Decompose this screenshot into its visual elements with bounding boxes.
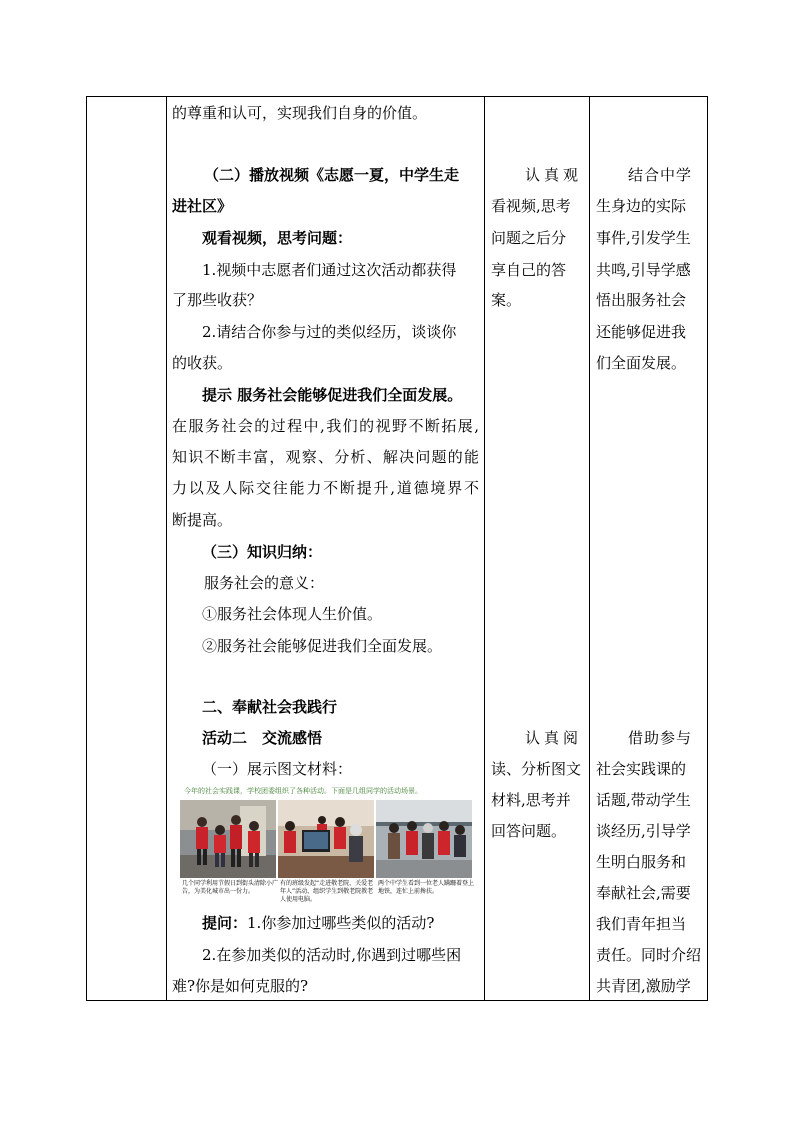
question-2-cont: 的收获。 [172, 354, 233, 372]
text-line: 认真阅 [525, 729, 583, 747]
question-1-cont: 了那些收获？ [172, 291, 263, 309]
photo-caption: 有的班级发起“走进敬老院，关爱老年人”活动，组织学生到敬老院教老人使用电脑。 [280, 880, 374, 903]
text-line: 话题,带动学生 [596, 791, 691, 809]
paragraph-line: 断提高。 [172, 511, 233, 529]
ask-question-2: 2.在参加类似的活动时,你遇到过哪些困 [202, 946, 462, 964]
materials-heading: （一）展示图文材料： [202, 760, 353, 778]
summary-line: ①服务社会体现人生价值。 [202, 605, 383, 623]
summary-line: ②服务社会能够促进我们全面发展。 [202, 637, 443, 655]
question-1: 1.视频中志愿者们通过这次活动都获得 [202, 261, 457, 279]
video-heading: （二）播放视频《志愿一夏，中学生走 [204, 166, 460, 184]
text-line: 我们青年担当 [596, 915, 687, 933]
section-heading: 二、奉献社会我践行 [202, 698, 338, 716]
text-line: 共鸣,引导学感 [596, 261, 691, 279]
text-line: 还能够促进我 [596, 323, 687, 341]
text-line: 材料,思考并 [491, 791, 571, 809]
photo-caption: 两个中学生看到一位老人蹒跚着登上地铁，连忙上前搀扶。 [378, 880, 475, 895]
text-line: 借助参与 [628, 729, 693, 747]
text-line: 谈经历,引导学 [596, 822, 691, 840]
ask-label: 提问： [202, 914, 248, 932]
text-line: 责任。同时介绍 [596, 946, 702, 964]
text-line: 读、分析图文 [491, 760, 582, 778]
hint-text: 服务社会能够促进我们全面发展。 [237, 386, 463, 404]
photo-street-cleanup [180, 800, 276, 878]
paragraph-line: 在服务社会的过程中,我们的视野不断拓展, [172, 417, 479, 435]
photo-subway-help [376, 800, 472, 878]
student-activity-column [485, 97, 589, 1000]
paragraph-line: 力以及人际交往能力不断提升,道德境界不 [172, 479, 479, 497]
ask-question-1: 1.你参加过哪些类似的活动? [247, 914, 435, 932]
photo-title: 今年的社会实践课，学校团委组织了各种活动。下面是几组同学的活动场景。 [184, 787, 422, 795]
text-line: 们全面发展。 [596, 354, 687, 372]
text-line: 事件,引发学生 [596, 229, 691, 247]
text-line: 悟出服务社会 [596, 291, 687, 309]
summary-heading: （三）知识归纳： [202, 543, 323, 561]
hint-line [172, 385, 479, 405]
text-line: 案。 [491, 291, 522, 309]
text-line: 的尊重和认可，实现我们自身的价值。 [172, 104, 428, 122]
text-line: 回答问题。 [491, 822, 567, 840]
design-intent-column [590, 97, 708, 1000]
ask-line [172, 913, 479, 933]
text-line: 问题之后分 [491, 229, 567, 247]
video-heading-cont: 进社区》 [172, 197, 233, 215]
text-line: 生明白服务和 [596, 853, 687, 871]
activity-heading: 活动二 交流感悟 [202, 729, 323, 747]
photo-material [170, 786, 481, 906]
summary-line: 服务社会的意义： [204, 574, 325, 592]
segment-column [87, 97, 166, 1000]
photo-nursing-home [278, 800, 374, 878]
text-line: 享自己的答 [491, 261, 567, 279]
ask-question-2-cont: 难?你是如何克服的? [172, 977, 309, 995]
text-line: 社会实践课的 [596, 760, 687, 778]
watch-prompt: 观看视频，思考问题： [202, 229, 353, 247]
text-line: 生身边的实际 [596, 197, 687, 215]
text-line: 奉献社会,需要 [596, 884, 691, 902]
text-line: 结合中学 [628, 166, 693, 184]
question-2: 2.请结合你参与过的类似经历，谈谈你 [202, 323, 457, 341]
text-line: 认真观 [525, 166, 583, 184]
text-line: 看视频,思考 [491, 197, 571, 215]
text-line: 共青团,激励学 [596, 977, 691, 995]
paragraph-line: 知识不断丰富，观察、分析、解决问题的能 [172, 448, 479, 466]
photo-caption: 几个同学利用节假日到街头清除小广告，为美化城市出一份力。 [182, 880, 279, 895]
hint-label: 提示 [202, 386, 233, 404]
